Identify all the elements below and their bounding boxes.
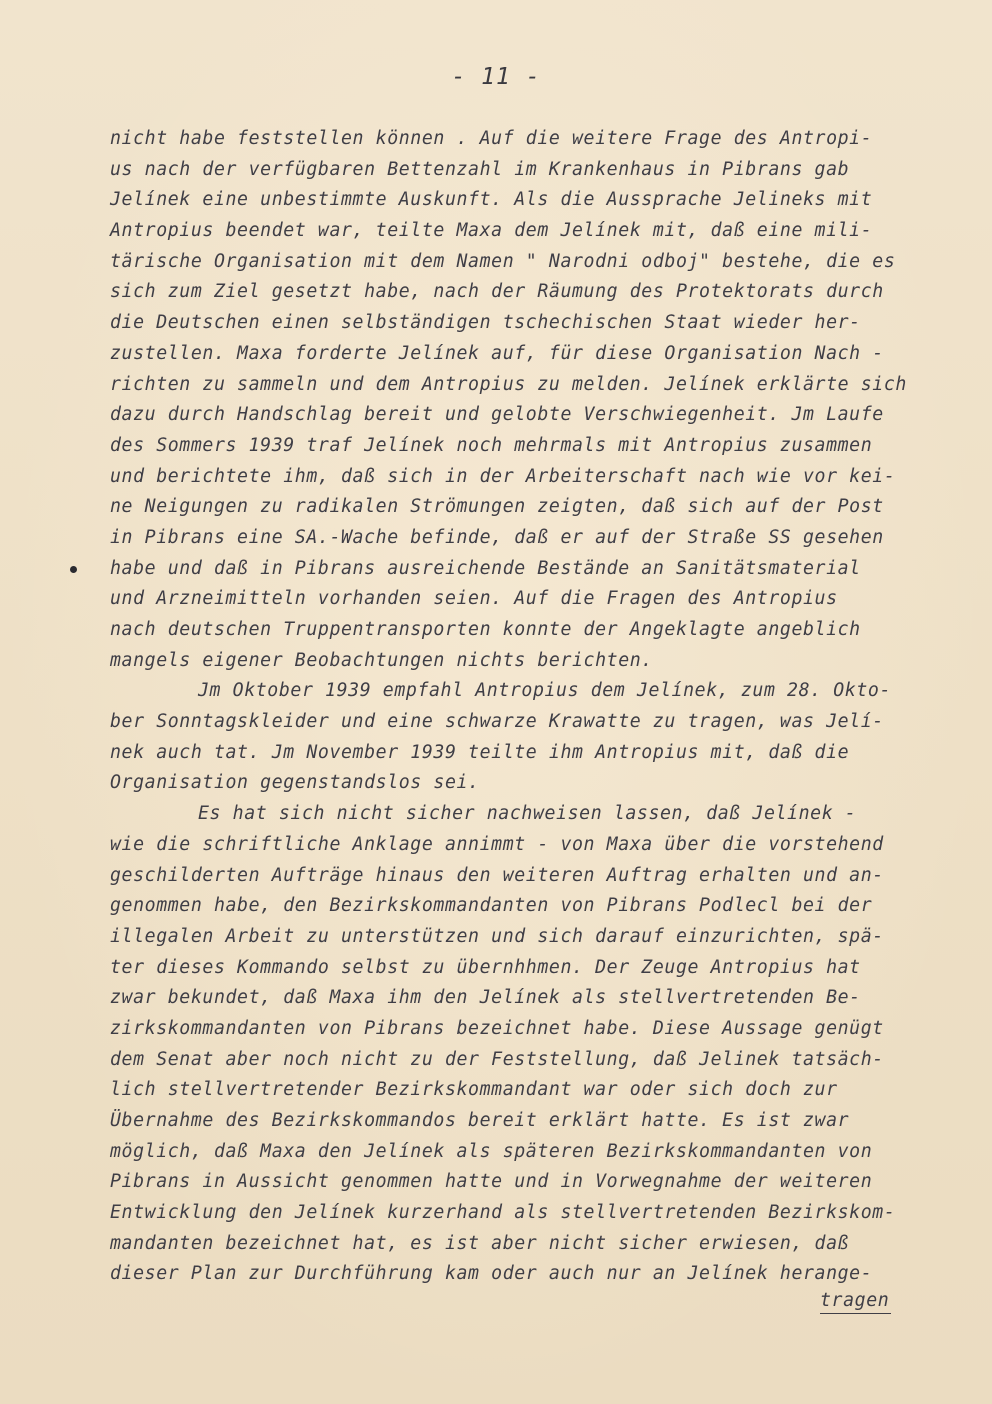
continuation-word: tragen [820,1290,891,1314]
text-line: genommen habe, den Bezirkskommandanten von Pibrans Podlecl bei der [110,895,873,917]
text-line: Entwicklung den Jelínek kurzerhand als stellvertretenden Bezirkskom- [110,1202,896,1224]
text-line: und Arzneimitteln vorhanden seien. Auf die Fragen des Antropius [110,588,838,610]
text-line: ter dieses Kommando selbst zu übernhhmen. Der Zeuge Antropius hat [110,956,861,978]
text-line: zirkskommandanten von Pibrans bezeichnet habe. Diese Aussage genügt [110,1017,884,1039]
text-line: dazu durch Handschlag bereit und gelobte Verschwiegenheit. Jm Laufe [110,404,884,426]
text-line: mandanten bezeichnet hat, es ist aber nicht sicher erwiesen, daß [110,1232,850,1254]
text-line: richten zu sammeln und dem Antropius zu melden. Jelínek erklärte sich [110,373,907,395]
text-line: dem Senat aber noch nicht zu der Feststellung, daß Jelinek tatsäch- [110,1048,884,1070]
text-line: wie die schriftliche Anklage annimmt - von Maxa über die vorstehend [110,833,884,855]
text-line: tärische Organisation mit dem Namen " Narodni odboj" bestehe, die es [110,250,896,272]
paragraph-start-line: Jm Oktober 1939 empfahl Antropius dem Jelínek, zum 28. Okto- [198,680,891,702]
text-line: dieser Plan zur Durchführung kam oder auch nur an Jelínek herange- [110,1263,873,1285]
text-line: ne Neigungen zu radikalen Strömungen zeigten, daß sich auf der Post [110,496,884,518]
text-line: nach deutschen Truppentransporten konnte der Angeklagte angeblich [110,619,861,640]
text-line: nek auch tat. Jm November 1939 teilte ihm Antropius mit, daß die [110,741,850,763]
text-line: mangels eigener Beobachtungen nichts berichten. [110,649,653,671]
text-line: nicht habe feststellen können . Auf die weitere Frage des Antropi- [110,128,873,149]
text-line: sich zum Ziel gesetzt habe, nach der Räumung des Protektorats durch [110,281,884,303]
paragraph-start-line: Es hat sich nicht sicher nachweisen lassen, daß Jelínek - [198,803,857,825]
text-line: Jelínek eine unbestimmte Auskunft. Als die Aussprache Jelineks mit [110,189,873,211]
text-line: in Pibrans eine SA.-Wache befinde, daß er auf der Straße SS gesehen [110,526,884,548]
text-line: geschilderten Aufträge hinaus den weiteren Auftrag erhalten und an- [110,864,884,886]
text-line: habe und daß in Pibrans ausreichende Bestände an Sanitätsmaterial [110,557,861,579]
text-line: Pibrans in Aussicht genommen hatte und in Vorwegnahme der weiteren [110,1171,873,1193]
margin-mark [70,566,77,573]
text-line: die Deutschen einen selbständigen tschechischen Staat wieder her- [110,312,861,334]
text-line: ber Sonntagskleider und eine schwarze Krawatte zu tragen, was Jelí- [110,711,884,733]
page-number: - 11 - [451,64,541,90]
text-line: und berichtete ihm, daß sich in der Arbeiterschaft nach wie vor kei- [110,465,896,487]
text-line: lich stellvertretender Bezirkskommandant war oder sich doch zur [110,1079,838,1101]
text-line: des Sommers 1939 traf Jelínek noch mehrmals mit Antropius zusammen [110,434,873,456]
text-line: möglich, daß Maxa den Jelínek als späteren Bezirkskommandanten von [110,1140,873,1162]
body-text [110,124,980,1290]
text-line: zwar bekundet, daß Maxa ihm den Jelínek als stellvertretenden Be- [110,987,861,1009]
text-line: zustellen. Maxa forderte Jelínek auf, für diese Organisation Nach - [110,342,884,364]
text-line: us nach der verfügbaren Bettenzahl im Krankenhaus in Pibrans gab [110,158,850,180]
text-line: Antropius beendet war, teilte Maxa dem Jelínek mit, daß eine mili- [110,220,873,242]
text-line: Übernahme des Bezirkskommandos bereit erklärt hatte. Es ist zwar [110,1110,850,1131]
text-line: Organisation gegenstandslos sei. [110,772,480,794]
text-line: illegalen Arbeit zu unterstützen und sich darauf einzurichten, spä- [110,925,884,947]
